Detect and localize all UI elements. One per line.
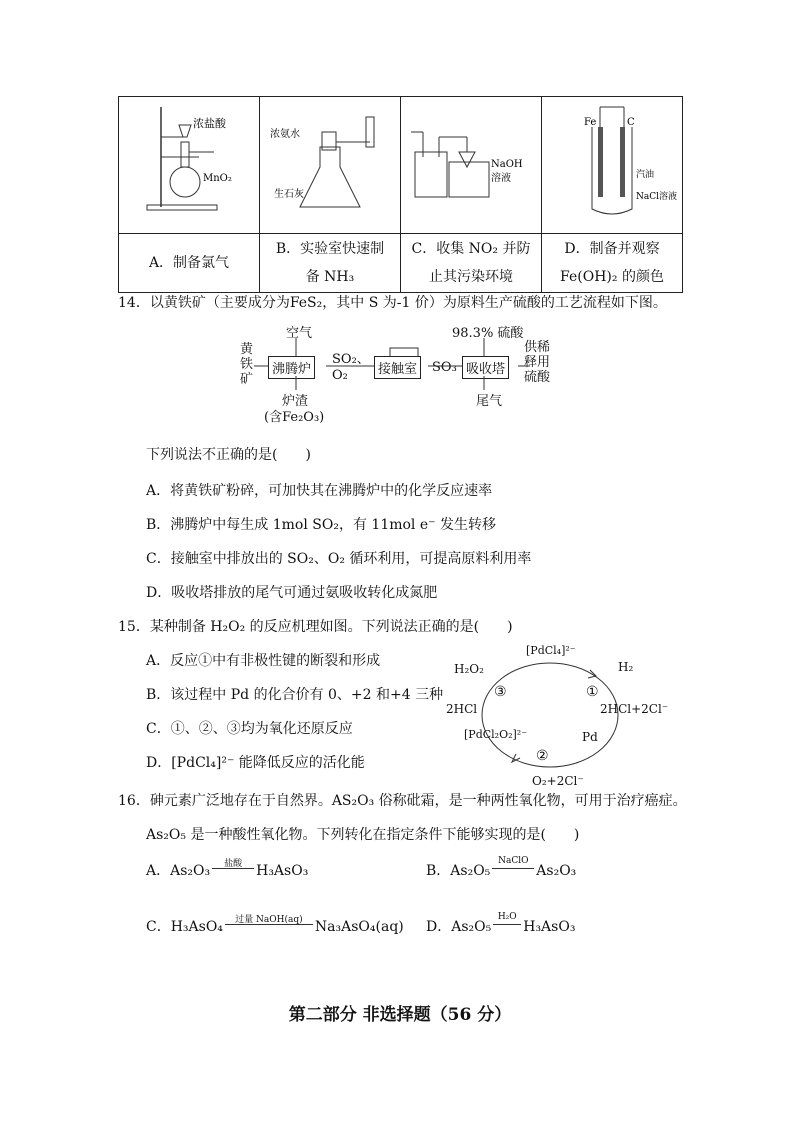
flow-contact: 接触室 — [374, 356, 421, 379]
label-quicklime: 生石灰 — [274, 189, 304, 200]
q15-option-a: A．反应①中有非极性键的断裂和形成 — [146, 653, 381, 669]
step-1: ① — [586, 684, 599, 700]
label-nacl: NaCl溶液 — [636, 192, 678, 202]
top-complex: [PdCl₄]²⁻ — [526, 644, 576, 657]
q15-option-d: D．[PdCl₄]²⁻ 能降低反应的活化能 — [146, 755, 365, 771]
label-h2: H₂ — [618, 660, 634, 674]
label-ammonia-water: 浓氨水 — [270, 129, 300, 140]
flow-tail: 尾气 — [476, 394, 503, 409]
flow-ore: 黄铁矿 — [240, 342, 254, 387]
step-2: ② — [536, 748, 549, 764]
q16-option-d: D．As₂O₅ H₂O H₃AsO₃ — [426, 912, 576, 935]
flow-furnace: 沸腾炉 — [268, 356, 315, 379]
label-solution: 溶液 — [491, 173, 511, 184]
feoh2-apparatus-drawing — [542, 97, 682, 229]
caption-d: D．制备并观察 Fe(OH)₂ 的颜色 — [542, 234, 683, 293]
caption-a: A．制备氯气 — [119, 234, 260, 293]
caption-b: B．实验室快速制 备 NH₃ — [260, 234, 401, 293]
q16-option-b: B．As₂O₅ NaClO As₂O₃ — [426, 856, 577, 879]
q15-mechanism-diagram — [440, 640, 680, 790]
q15-option-c: C．①、②、③均为氧化还原反应 — [146, 721, 353, 737]
apparatus-d-cell — [542, 97, 683, 234]
q15-option-b: B．该过程中 Pd 的化合价有 0、+2 和+4 三种 — [146, 687, 444, 703]
step-3: ③ — [494, 684, 507, 700]
label-hcl: 浓盐酸 — [193, 117, 226, 130]
apparatus-a-cell — [119, 97, 260, 234]
label-2hcl-2cl: 2HCl+2Cl⁻ — [600, 702, 669, 716]
q14-flowchart — [240, 318, 551, 428]
label-mno2: MnO₂ — [203, 173, 232, 184]
label-o2-2cl: O₂+2Cl⁻ — [532, 774, 584, 788]
q15-stem: 15．某种制备 H₂O₂ 的反应机理如图。下列说法正确的是( ) — [118, 619, 513, 635]
q16-a-condition: 盐酸 — [224, 859, 243, 869]
label-pd: Pd — [582, 730, 598, 744]
q16-stem-line2: As₂O₅ 是一种酸性氧化物。下列转化在指定条件下能够实现的是( ) — [146, 827, 580, 843]
q14-option-c: C．接触室中排放出的 SO₂、O₂ 循环利用，可提高原料利用率 — [146, 551, 532, 567]
q16-c-condition: 过量 NaOH(aq) — [235, 915, 303, 925]
flow-air: 空气 — [286, 326, 313, 341]
q16-stem-line1: 16．砷元素广泛地存在于自然界。AS₂O₃ 俗称砒霜，是一种两性氧化物，可用于治疗癌症。 — [118, 793, 687, 809]
flow-product: 供稀释用硫酸 — [524, 340, 551, 385]
label-fe: Fe — [584, 117, 597, 128]
q14-option-b: B．沸腾炉中每生成 1mol SO₂，有 11mol e⁻ 发生转移 — [146, 517, 496, 533]
label-h2o2: H₂O₂ — [454, 662, 484, 676]
label-naoh: NaOH — [491, 159, 523, 170]
flow-slag-note: (含Fe₂O₃) — [264, 410, 325, 425]
label-gasoline: 汽油 — [636, 170, 655, 180]
caption-c: C．收集 NO₂ 并防 止其污染环境 — [401, 234, 542, 293]
ammonia-apparatus-drawing — [260, 97, 400, 229]
section-two-title: 第二部分 非选择题（56 分） — [288, 1005, 512, 1025]
q14-option-a: A．将黄铁矿粉碎，可加快其在沸腾炉中的化学反应速率 — [146, 483, 493, 499]
q16-d-condition: H₂O — [497, 912, 517, 922]
q16-option-c: C．H₃AsO₄ 过量 NaOH(aq) Na₃AsO₄(aq) — [146, 916, 404, 936]
flow-o2: O₂ — [332, 368, 348, 383]
q14-stem: 14．以黄铁矿（主要成分为FeS₂，其中 S 为-1 价）为原料生产硫酸的工艺流程如下图。 — [118, 295, 667, 311]
flow-slag: 炉渣 — [282, 394, 309, 409]
apparatus-c-cell — [401, 97, 542, 234]
left-complex: [PdCl₂O₂]²⁻ — [464, 728, 528, 741]
apparatus-table — [118, 96, 683, 293]
chlorine-apparatus-drawing — [119, 97, 259, 229]
flow-absorb: 吸收塔 — [462, 356, 509, 379]
no2-apparatus-drawing — [401, 97, 541, 229]
q14-prompt: 下列说法不正确的是( ) — [146, 447, 311, 463]
q16-b-condition: NaClO — [498, 856, 529, 866]
label-c: C — [627, 117, 635, 128]
flow-arrows — [240, 318, 540, 428]
q16-option-a: A．As₂O₃ 盐酸 H₃AsO₃ — [146, 860, 308, 880]
q14-option-d: D．吸收塔排放的尾气可通过氨吸收转化成氮肥 — [146, 585, 438, 601]
apparatus-b-cell — [260, 97, 401, 234]
flow-so2: SO₂、 — [332, 352, 370, 367]
flow-so3: SO₃ — [432, 360, 457, 375]
label-2hcl: 2HCl — [446, 702, 478, 716]
flow-acid: 98.3% 硫酸 — [452, 326, 524, 341]
